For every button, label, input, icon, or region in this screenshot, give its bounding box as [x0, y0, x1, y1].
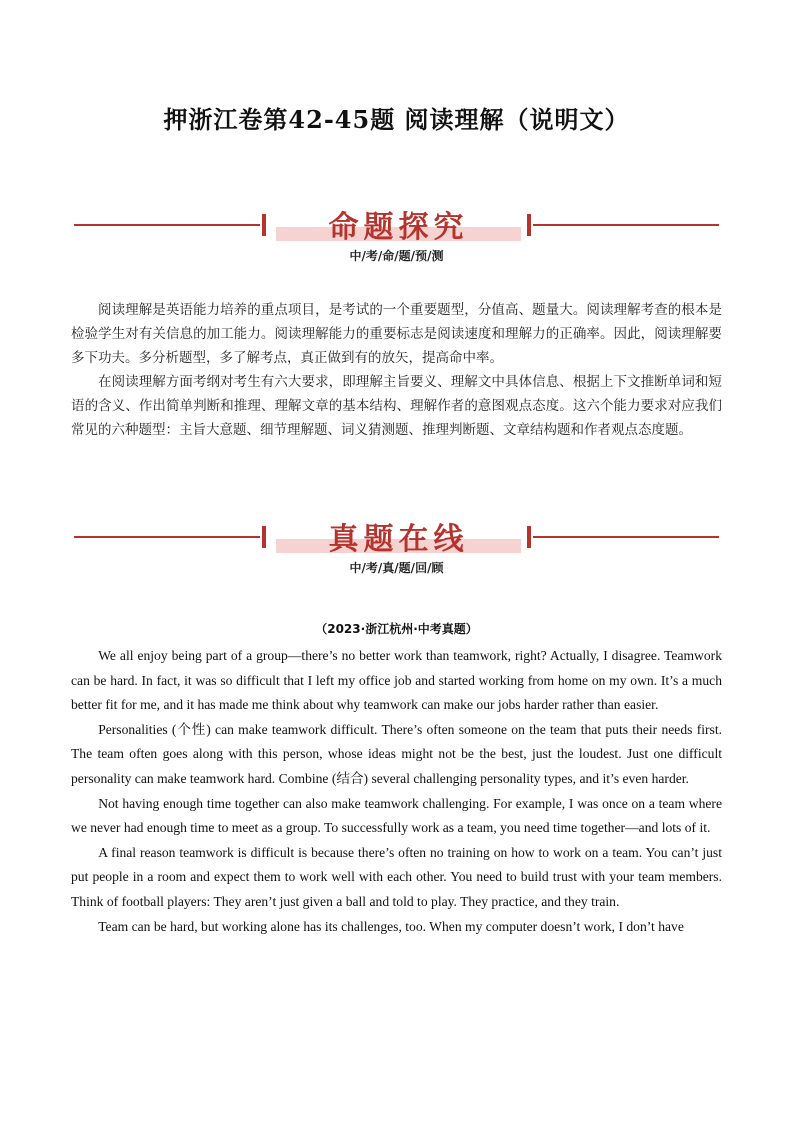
section-heading: 真题在线	[328, 522, 469, 557]
intro-paragraph: 阅读理解是英语能力培养的重点项目，是考试的一个重要题型，分值高、题量大。阅读理解考查的根本是检验学生对有关信息的加工能力。阅读理解能力的重要标志是阅读速度和理解力的正确率。因此，阅读理解要多下功夫。多分析题型，多了解考点，真正做到有的放矢，提高命中率。	[71, 302, 722, 366]
intro-paragraph: 在阅读理解方面考纲对考生有六大要求，即理解主旨要义、理解文中具体信息、根据上下文推断单词和短语的含义、作出简单判断和推理、理解文章的基本结构、理解作者的意图观点态度。这六个能力要求对应我们常见的六种题型：主旨大意题、细节理解题、词义猜测题、推理判断题、文章结构题和作者观点态度题。	[71, 374, 722, 438]
banner-tick-right	[527, 214, 531, 236]
passage-paragraph: Not having enough time together can also make teamwork challenging. For example, I was once on a team where we never had enough time to meet as a group. To successfully work as a team, you need time together—and lots of it.	[71, 795, 722, 836]
banner-rule-left	[74, 224, 260, 226]
exam-source: （2023·浙江杭州·中考真题）	[315, 622, 478, 636]
section-heading: 命题探究	[328, 210, 469, 245]
section-banner-proposition	[0, 212, 793, 262]
banner-rule-left	[74, 536, 260, 538]
passage-paragraph: A final reason teamwork is difficult is because there’s often no training on how to work on a team. You can’t just put people in a room and expect them to work well with each other. You need to build trust with your team members. Think of football players: They aren’t just given a ball and told to play. They practice, and they train.	[71, 844, 722, 909]
banner-tick-left	[262, 526, 266, 548]
banner-tick-right	[527, 526, 531, 548]
passage-paragraph: Team can be hard, but working alone has its challenges, too. When my computer doesn’t work, I don’t have	[98, 918, 684, 934]
section-subtitle: 中/考/命/题/预/测	[349, 249, 444, 263]
reading-passage	[71, 644, 722, 939]
intro-text	[71, 298, 722, 442]
banner-rule-right	[533, 536, 719, 538]
section-subtitle: 中/考/真/题/回/顾	[349, 561, 444, 575]
page-title: 押浙江卷第42-45题 阅读理解（说明文）	[163, 105, 630, 134]
passage-paragraph: We all enjoy being part of a group—there’s no better work than teamwork, right? Actually, I disagree. Teamwork can be hard. In fact, it was so difficult that I left my office job and started working from home on my own. It’s a much better fit for me, and it has made me think about why teamwork can make our jobs harder rather than easier.	[71, 648, 722, 713]
passage-paragraph: Personalities (个性) can make teamwork difficult. There’s often someone on the team that puts their needs first. The team often goes along with this person, whose ideas might not be the best, just the loudest. Just one difficult personality can make teamwork hard. Combine (结合) several challenging personality types, and it’s even harder.	[71, 721, 722, 786]
banner-tick-left	[262, 214, 266, 236]
banner-rule-right	[533, 224, 719, 226]
section-banner-real-exam	[0, 524, 793, 574]
